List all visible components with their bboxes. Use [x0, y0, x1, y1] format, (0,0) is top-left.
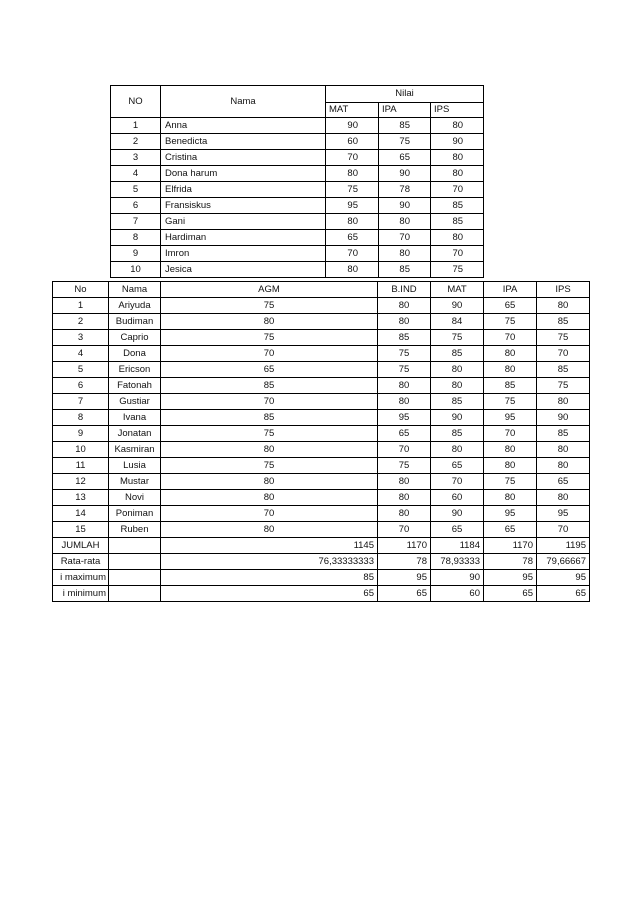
table-row — [111, 198, 484, 214]
empty-cell — [109, 538, 161, 554]
cell-mat: 85 — [431, 394, 484, 410]
cell-ipa: 95 — [484, 410, 537, 426]
summary-bind: 95 — [378, 570, 431, 586]
cell-ipa: 70 — [484, 426, 537, 442]
cell-ipa: 75 — [484, 394, 537, 410]
cell-ipa: 75 — [484, 474, 537, 490]
summary-ips: 65 — [537, 586, 590, 602]
cell-no: 1 — [53, 298, 109, 314]
cell-agm: 80 — [161, 442, 378, 458]
cell-nama: Caprio — [109, 330, 161, 346]
table-row — [53, 490, 590, 506]
cell-ipa: 65 — [484, 522, 537, 538]
cell-ips: 65 — [537, 474, 590, 490]
cell-ips: 70 — [431, 182, 484, 198]
cell-nama: Dona — [109, 346, 161, 362]
cell-no: 9 — [53, 426, 109, 442]
table-row — [53, 522, 590, 538]
cell-no: 7 — [111, 214, 161, 230]
cell-no: 14 — [53, 506, 109, 522]
summary-agm: 76,33333333 — [161, 554, 378, 570]
summary-bind: 65 — [378, 586, 431, 602]
cell-mat: 80 — [326, 262, 379, 278]
header-nama: Nama — [109, 282, 161, 298]
cell-agm: 75 — [161, 330, 378, 346]
cell-mat: 90 — [431, 410, 484, 426]
cell-agm: 80 — [161, 490, 378, 506]
cell-mat: 65 — [431, 458, 484, 474]
cell-no: 8 — [111, 230, 161, 246]
summary-label: i maximum — [53, 570, 109, 586]
cell-ipa: 90 — [379, 198, 431, 214]
cell-nama: Dona harum — [161, 166, 326, 182]
cell-ips: 80 — [431, 166, 484, 182]
cell-nama: Elfrida — [161, 182, 326, 198]
cell-agm: 70 — [161, 394, 378, 410]
empty-cell — [109, 554, 161, 570]
cell-nama: Fransiskus — [161, 198, 326, 214]
cell-ipa: 65 — [379, 150, 431, 166]
cell-mat: 85 — [431, 426, 484, 442]
cell-nama: Imron — [161, 246, 326, 262]
nilai-table-body — [111, 118, 484, 278]
summary-ips: 79,66667 — [537, 554, 590, 570]
cell-ipa: 80 — [484, 442, 537, 458]
table-row — [53, 346, 590, 362]
cell-ipa: 70 — [484, 330, 537, 346]
cell-ips: 85 — [537, 426, 590, 442]
header-mat: MAT — [326, 103, 379, 118]
cell-nama: Anna — [161, 118, 326, 134]
cell-bind: 70 — [378, 442, 431, 458]
cell-bind: 70 — [378, 522, 431, 538]
cell-agm: 75 — [161, 298, 378, 314]
table-row — [53, 330, 590, 346]
cell-agm: 85 — [161, 410, 378, 426]
cell-ips: 80 — [431, 230, 484, 246]
cell-ipa: 78 — [379, 182, 431, 198]
cell-mat: 80 — [431, 442, 484, 458]
cell-nama: Novi — [109, 490, 161, 506]
cell-nama: Gustiar — [109, 394, 161, 410]
cell-no: 4 — [111, 166, 161, 182]
table-row — [111, 166, 484, 182]
cell-bind: 65 — [378, 426, 431, 442]
table-row — [53, 506, 590, 522]
header-ipa: IPA — [484, 282, 537, 298]
cell-nama: Poniman — [109, 506, 161, 522]
summary-agm: 85 — [161, 570, 378, 586]
cell-mat: 80 — [326, 166, 379, 182]
cell-ipa: 80 — [484, 362, 537, 378]
cell-bind: 80 — [378, 298, 431, 314]
summary-label: Rata-rata — [53, 554, 109, 570]
summary-ipa: 1170 — [484, 538, 537, 554]
table-row — [111, 262, 484, 278]
table-row — [53, 378, 590, 394]
cell-agm: 80 — [161, 314, 378, 330]
cell-mat: 80 — [326, 214, 379, 230]
summary-label: i minimum — [53, 586, 109, 602]
cell-ips: 85 — [431, 214, 484, 230]
cell-bind: 95 — [378, 410, 431, 426]
cell-mat: 90 — [326, 118, 379, 134]
cell-nama: Jesica — [161, 262, 326, 278]
cell-bind: 80 — [378, 378, 431, 394]
table-row — [111, 182, 484, 198]
cell-ipa: 80 — [484, 458, 537, 474]
summary-ipa: 95 — [484, 570, 537, 586]
cell-agm: 70 — [161, 506, 378, 522]
cell-no: 10 — [53, 442, 109, 458]
rekap-summary — [53, 538, 590, 602]
table-row — [53, 474, 590, 490]
cell-ips: 70 — [537, 346, 590, 362]
cell-bind: 75 — [378, 346, 431, 362]
header-no: No — [53, 282, 109, 298]
rekap-table-body — [53, 298, 590, 538]
cell-bind: 80 — [378, 394, 431, 410]
header-row — [111, 86, 484, 103]
cell-no: 13 — [53, 490, 109, 506]
cell-nama: Ruben — [109, 522, 161, 538]
cell-nama: Mustar — [109, 474, 161, 490]
cell-agm: 80 — [161, 522, 378, 538]
cell-no: 3 — [111, 150, 161, 166]
cell-agm: 80 — [161, 474, 378, 490]
cell-mat: 75 — [326, 182, 379, 198]
table-row — [111, 118, 484, 134]
cell-ipa: 80 — [484, 490, 537, 506]
cell-bind: 80 — [378, 474, 431, 490]
cell-mat: 60 — [431, 490, 484, 506]
cell-ipa: 95 — [484, 506, 537, 522]
cell-ips: 75 — [537, 378, 590, 394]
cell-mat: 70 — [326, 246, 379, 262]
cell-no: 5 — [53, 362, 109, 378]
cell-ips: 90 — [537, 410, 590, 426]
cell-nama: Ariyuda — [109, 298, 161, 314]
summary-ips: 95 — [537, 570, 590, 586]
cell-no: 11 — [53, 458, 109, 474]
table-row — [53, 298, 590, 314]
cell-no: 7 — [53, 394, 109, 410]
cell-mat: 60 — [326, 134, 379, 150]
header-ipa: IPA — [379, 103, 431, 118]
cell-no: 1 — [111, 118, 161, 134]
cell-agm: 65 — [161, 362, 378, 378]
table-row — [53, 394, 590, 410]
summary-ipa: 65 — [484, 586, 537, 602]
cell-mat: 80 — [431, 378, 484, 394]
cell-mat: 90 — [431, 506, 484, 522]
summary-agm: 65 — [161, 586, 378, 602]
summary-row — [53, 570, 590, 586]
summary-row — [53, 554, 590, 570]
cell-nama: Ivana — [109, 410, 161, 426]
cell-no: 9 — [111, 246, 161, 262]
cell-mat: 70 — [431, 474, 484, 490]
summary-mat: 60 — [431, 586, 484, 602]
cell-agm: 70 — [161, 346, 378, 362]
summary-bind: 78 — [378, 554, 431, 570]
cell-ips: 80 — [537, 458, 590, 474]
cell-agm: 75 — [161, 426, 378, 442]
cell-bind: 85 — [378, 330, 431, 346]
cell-mat: 65 — [326, 230, 379, 246]
cell-nama: Jonatan — [109, 426, 161, 442]
header-bind: B.IND — [378, 282, 431, 298]
cell-ips: 80 — [537, 442, 590, 458]
cell-nama: Kasmiran — [109, 442, 161, 458]
cell-ips: 70 — [537, 522, 590, 538]
summary-bind: 1170 — [378, 538, 431, 554]
cell-no: 12 — [53, 474, 109, 490]
cell-no: 8 — [53, 410, 109, 426]
cell-ipa: 80 — [379, 246, 431, 262]
cell-ipa: 75 — [379, 134, 431, 150]
cell-bind: 80 — [378, 490, 431, 506]
table-row — [111, 246, 484, 262]
header-mat: MAT — [431, 282, 484, 298]
header-ips: IPS — [537, 282, 590, 298]
cell-mat: 70 — [326, 150, 379, 166]
cell-nama: Gani — [161, 214, 326, 230]
cell-agm: 85 — [161, 378, 378, 394]
header-ips: IPS — [431, 103, 484, 118]
summary-agm: 1145 — [161, 538, 378, 554]
cell-mat: 84 — [431, 314, 484, 330]
cell-ipa: 75 — [484, 314, 537, 330]
table-row — [111, 230, 484, 246]
cell-mat: 90 — [431, 298, 484, 314]
cell-nama: Hardiman — [161, 230, 326, 246]
cell-nama: Benedicta — [161, 134, 326, 150]
cell-ips: 90 — [431, 134, 484, 150]
cell-nama: Ericson — [109, 362, 161, 378]
cell-ips: 70 — [431, 246, 484, 262]
header-nama: Nama — [161, 86, 326, 118]
cell-bind: 75 — [378, 458, 431, 474]
summary-label: JUMLAH — [53, 538, 109, 554]
cell-mat: 85 — [431, 346, 484, 362]
cell-ipa: 85 — [379, 262, 431, 278]
table-row — [53, 458, 590, 474]
cell-bind: 75 — [378, 362, 431, 378]
cell-no: 4 — [53, 346, 109, 362]
table-row — [111, 134, 484, 150]
cell-ipa: 85 — [379, 118, 431, 134]
cell-mat: 95 — [326, 198, 379, 214]
table-row — [53, 362, 590, 378]
cell-mat: 80 — [431, 362, 484, 378]
rekap-table — [52, 281, 590, 602]
summary-ipa: 78 — [484, 554, 537, 570]
cell-ips: 80 — [431, 118, 484, 134]
empty-cell — [109, 586, 161, 602]
cell-nama: Budiman — [109, 314, 161, 330]
summary-row — [53, 538, 590, 554]
cell-ips: 85 — [537, 314, 590, 330]
cell-ips: 95 — [537, 506, 590, 522]
cell-bind: 80 — [378, 314, 431, 330]
summary-mat: 90 — [431, 570, 484, 586]
cell-ipa: 70 — [379, 230, 431, 246]
cell-ips: 80 — [537, 298, 590, 314]
cell-nama: Fatonah — [109, 378, 161, 394]
cell-bind: 80 — [378, 506, 431, 522]
cell-agm: 75 — [161, 458, 378, 474]
table-row — [53, 442, 590, 458]
cell-no: 2 — [111, 134, 161, 150]
header-agm: AGM — [161, 282, 378, 298]
empty-cell — [109, 570, 161, 586]
nilai-table — [110, 85, 484, 278]
cell-mat: 75 — [431, 330, 484, 346]
cell-mat: 65 — [431, 522, 484, 538]
table-row — [53, 410, 590, 426]
cell-ipa: 85 — [484, 378, 537, 394]
cell-no: 15 — [53, 522, 109, 538]
summary-mat: 78,93333 — [431, 554, 484, 570]
cell-ips: 80 — [431, 150, 484, 166]
cell-ips: 80 — [537, 394, 590, 410]
header-nilai: Nilai — [326, 86, 484, 103]
cell-ips: 85 — [537, 362, 590, 378]
cell-ipa: 80 — [484, 346, 537, 362]
summary-ips: 1195 — [537, 538, 590, 554]
cell-ips: 85 — [431, 198, 484, 214]
cell-no: 3 — [53, 330, 109, 346]
cell-no: 10 — [111, 262, 161, 278]
cell-ipa: 90 — [379, 166, 431, 182]
cell-nama: Lusia — [109, 458, 161, 474]
cell-no: 6 — [53, 378, 109, 394]
summary-mat: 1184 — [431, 538, 484, 554]
cell-ipa: 80 — [379, 214, 431, 230]
cell-nama: Cristina — [161, 150, 326, 166]
cell-ips: 75 — [431, 262, 484, 278]
table-row — [111, 150, 484, 166]
cell-ips: 75 — [537, 330, 590, 346]
table-row — [53, 426, 590, 442]
cell-ipa: 65 — [484, 298, 537, 314]
cell-no: 5 — [111, 182, 161, 198]
table-row — [111, 214, 484, 230]
header-no: NO — [111, 86, 161, 118]
header-row — [53, 282, 590, 298]
table-row — [53, 314, 590, 330]
summary-row — [53, 586, 590, 602]
cell-ips: 80 — [537, 490, 590, 506]
cell-no: 6 — [111, 198, 161, 214]
cell-no: 2 — [53, 314, 109, 330]
